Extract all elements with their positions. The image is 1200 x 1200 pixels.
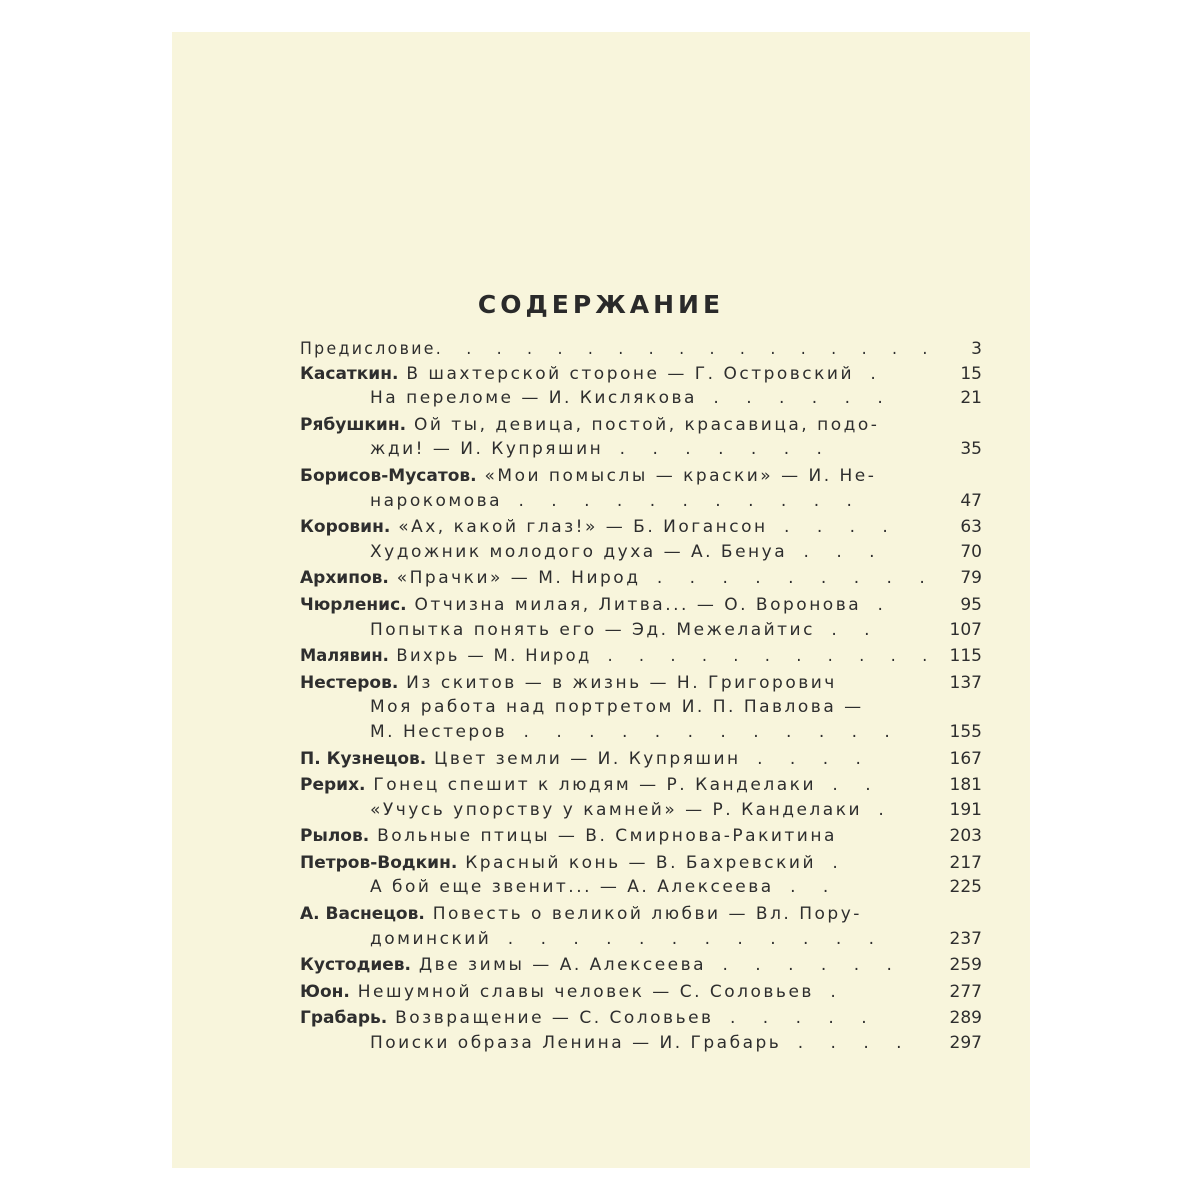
entry-title: В шахтерской стороне — Г. Островский (398, 363, 855, 384)
leader-dots: . . (814, 619, 881, 640)
page-number: 225 (949, 877, 982, 898)
leader-dots: . (861, 594, 894, 615)
toc-entry (300, 515, 982, 540)
leader-dots: . . . . . (713, 1008, 878, 1029)
page-number: 237 (949, 928, 982, 949)
toc-entry-text (370, 695, 864, 720)
toc-entry-text (300, 671, 837, 696)
toc-entry-text (370, 489, 863, 514)
page-number: 15 (960, 363, 982, 384)
artist-name: Кустодиев. (300, 955, 411, 976)
entry-title: «Ах, какой глаз!» — Б. Иогансон (390, 517, 768, 538)
toc-entry-text (370, 386, 894, 411)
toc-entry (300, 798, 982, 823)
leader-dots: . . . . . . . . . . . . (507, 721, 901, 742)
toc-entry (300, 747, 982, 772)
artist-name: Коровин. (300, 517, 391, 538)
page-number: 115 (949, 646, 982, 667)
leader-dots: . (816, 852, 849, 873)
entry-title: Предисловие (300, 339, 436, 359)
leader-dots: . . . . . . . . . (640, 568, 936, 589)
leader-dots: . . . . . . . . . . . (502, 490, 863, 511)
artist-name: П. Кузнецов. (300, 748, 427, 769)
leader-dots: . . . . (740, 748, 872, 769)
leader-dots: . . . . . . (706, 955, 903, 976)
page-number: 297 (949, 1033, 982, 1054)
toc-entry (300, 902, 982, 927)
toc-entry (300, 437, 982, 462)
entry-title: жди! — И. Купряшин (370, 439, 604, 460)
entry-title: нарокомова (370, 490, 503, 511)
leader-dots: . . . . . . (696, 388, 894, 409)
toc-entry-text (300, 362, 887, 387)
toc-entry-text (300, 413, 879, 438)
toc-entry-text (300, 824, 837, 849)
leader-dots: . (813, 981, 847, 1002)
toc-entry-text (300, 644, 938, 669)
entry-title: Вольные птицы — В. Смирнова-Ракитина (369, 826, 837, 847)
toc-entry-text (300, 464, 876, 489)
toc-entry (300, 851, 982, 876)
toc-entry-text (300, 902, 862, 927)
toc-entry-text (300, 1006, 878, 1031)
toc-entry-text (370, 875, 839, 900)
entry-title: Возвращение — С. Соловьев (387, 1008, 714, 1029)
artist-name: Грабарь. (300, 1008, 388, 1029)
toc-entry (300, 386, 982, 411)
toc-entry (300, 593, 982, 618)
toc-entry-text (300, 337, 938, 362)
toc-entry (300, 489, 982, 514)
page-number: 203 (949, 826, 982, 847)
toc-entry (300, 1031, 982, 1056)
artist-name: Рылов. (300, 826, 370, 847)
toc-entry-text (300, 953, 903, 978)
entry-title: Нешумной славы человек — С. Соловьев (349, 981, 814, 1002)
artist-name: Юон. (300, 981, 350, 1002)
page-number: 79 (960, 568, 982, 589)
page-number: 181 (949, 775, 982, 796)
page-number: 3 (971, 339, 982, 359)
page-title: СОДЕРЖАНИЕ (477, 290, 725, 319)
page-number: 21 (960, 388, 982, 409)
entry-title: Повесть о великой любви — Вл. Пору- (424, 904, 862, 925)
artist-name: Малявин. (300, 646, 389, 667)
toc-entry (300, 618, 982, 643)
page-number: 47 (960, 490, 982, 511)
toc-entry-text (300, 773, 882, 798)
entry-title: «Прачки» — М. Нирод (388, 568, 641, 589)
entry-title: «Учусь упорству у камней» — Р. Канделаки (370, 799, 863, 820)
toc-entry-text (370, 927, 885, 952)
toc-entry-text (300, 851, 849, 876)
toc-entry (300, 773, 982, 798)
entry-title: Ой ты, девица, постой, красавица, подо- (406, 414, 880, 435)
artist-name: Борисов-Мусатов. (300, 465, 477, 486)
page-number: 217 (949, 852, 982, 873)
entry-title: А бой еще звенит... — А. Алексеева (370, 877, 774, 898)
page-number: 289 (949, 1008, 982, 1029)
entry-title: Моя работа над портретом И. П. Павлова — (370, 697, 864, 718)
leader-dots: . . . . (781, 1033, 913, 1054)
toc-entry-text (300, 515, 899, 540)
toc-entry (300, 413, 982, 438)
leader-dots: . . . . . . . (603, 439, 833, 460)
entry-title: Вихрь — М. Нирод (388, 646, 592, 667)
toc-entry-text (300, 566, 936, 591)
entry-title: Попытка понять его — Эд. Межелайтис (370, 619, 815, 640)
leader-dots: . . . . . . . . . . . (591, 646, 938, 667)
leader-dots: . . . . . . . . . . . . (491, 928, 886, 949)
entry-title: Художник молодого духа — А. Бенуа (370, 541, 788, 562)
toc-entry (300, 980, 982, 1005)
entry-title: Из скитов — в жизнь — Н. Григорович (398, 672, 837, 693)
page-number: 137 (949, 672, 982, 693)
leader-dots: . . . . . . . . . . . . . . . . . (435, 339, 938, 359)
toc-entry (300, 953, 982, 978)
toc-entry (300, 540, 982, 565)
toc-entry-text (370, 540, 886, 565)
entry-title: доминский (370, 928, 492, 949)
page-number: 277 (949, 981, 982, 1002)
page-number: 259 (949, 955, 982, 976)
leader-dots: . . . . (767, 517, 899, 538)
leader-dots: . . . (787, 541, 886, 562)
artist-name: Архипов. (300, 568, 389, 589)
toc-entry-text (370, 437, 833, 462)
toc-entry-text (300, 980, 847, 1005)
toc-entry (300, 927, 982, 952)
page-number: 191 (949, 799, 982, 820)
entry-title: М. Нестеров (370, 721, 508, 742)
toc-entry (300, 720, 982, 745)
toc-entry (300, 566, 982, 591)
toc-entry-text (370, 720, 901, 745)
artist-name: Чюрленис. (300, 594, 407, 615)
toc-entry-text (370, 618, 881, 643)
toc-entry (300, 644, 982, 669)
toc-entry (300, 362, 982, 387)
toc-entry (300, 1006, 982, 1031)
page-number: 70 (960, 541, 982, 562)
table-of-contents (300, 337, 982, 1056)
leader-dots: . . (773, 877, 840, 898)
toc-entry-text (370, 1031, 913, 1056)
entry-title: Поиски образа Ленина — И. Грабарь (370, 1033, 782, 1054)
artist-name: Рерих. (300, 775, 366, 796)
toc-entry (300, 337, 982, 362)
leader-dots: . . (816, 775, 882, 796)
toc-entry-text (300, 747, 872, 772)
leader-dots: . (854, 363, 887, 384)
toc-entry-text (300, 593, 894, 618)
entry-title: Гонец спешит к людям — Р. Канделаки (365, 775, 816, 796)
artist-name: А. Васнецов. (300, 904, 425, 925)
page-number: 155 (949, 721, 982, 742)
page-number: 107 (949, 619, 982, 640)
artist-name: Нестеров. (300, 672, 399, 693)
entry-title: Две зимы — А. Алексеева (410, 955, 707, 976)
entry-title: «Мои помыслы — краски» — И. Не- (476, 465, 877, 486)
toc-entry (300, 695, 982, 720)
toc-entry (300, 464, 982, 489)
entry-title: Отчизна милая, Литва... — О. Воронова (406, 594, 862, 615)
toc-entry (300, 875, 982, 900)
toc-entry-text (370, 798, 895, 823)
entry-title: На переломе — И. Кислякова (370, 388, 697, 409)
entry-title: Цвет земли — И. Купряшин (426, 748, 741, 769)
page-number: 63 (960, 517, 982, 538)
page-number: 167 (949, 748, 982, 769)
toc-entry (300, 824, 982, 849)
page-number: 35 (960, 439, 982, 460)
leader-dots: . (862, 799, 895, 820)
entry-title: Красный конь — В. Бахревский (457, 852, 817, 873)
artist-name: Петров-Водкин. (300, 852, 458, 873)
page-number: 95 (960, 594, 982, 615)
toc-entry (300, 671, 982, 696)
artist-name: Рябушкин. (300, 414, 407, 435)
artist-name: Касаткин. (300, 363, 399, 384)
